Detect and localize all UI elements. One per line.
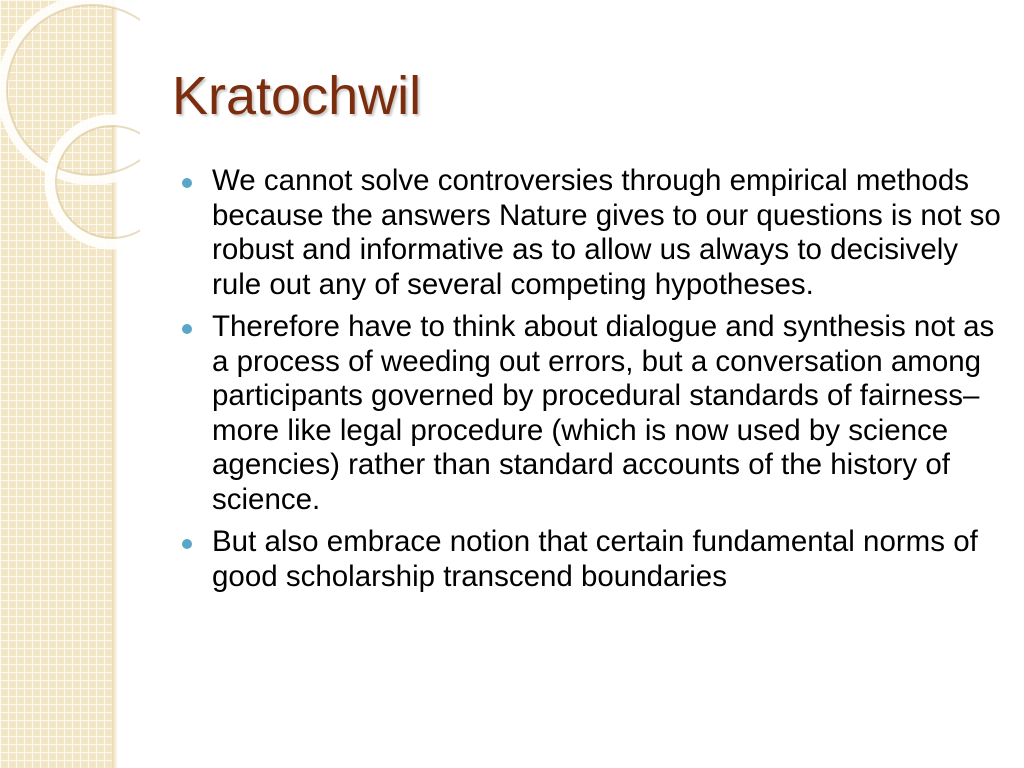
bullet-dot-icon	[182, 178, 192, 188]
slide-title: Kratochwil	[172, 66, 422, 126]
band-edge-divider	[112, 0, 118, 768]
bullet-list	[212, 164, 1002, 602]
bullet-item	[212, 164, 1002, 302]
bullet-item	[212, 310, 1002, 517]
bullet-text: But also embrace notion that certain fundamental norms of good scholarship transcend boundaries	[212, 525, 978, 593]
bullet-text: We cannot solve controversies through empirical methods because the answers Nature gives to our questions is not so robust and informative as to allow us always to decisively rule out any of several competing hypotheses.	[212, 164, 1001, 301]
bullet-item	[212, 525, 1002, 594]
decorative-grid-band	[0, 0, 112, 768]
bullet-dot-icon	[182, 324, 192, 334]
bullet-text: Therefore have to think about dialogue and synthesis not as a process of weeding out errors, but a conversation among participants governed by procedural standards of fairness– more like legal procedure (which is now used by science agencies) rather than standard accounts of the history of science.	[212, 310, 995, 516]
bullet-dot-icon	[182, 539, 192, 549]
